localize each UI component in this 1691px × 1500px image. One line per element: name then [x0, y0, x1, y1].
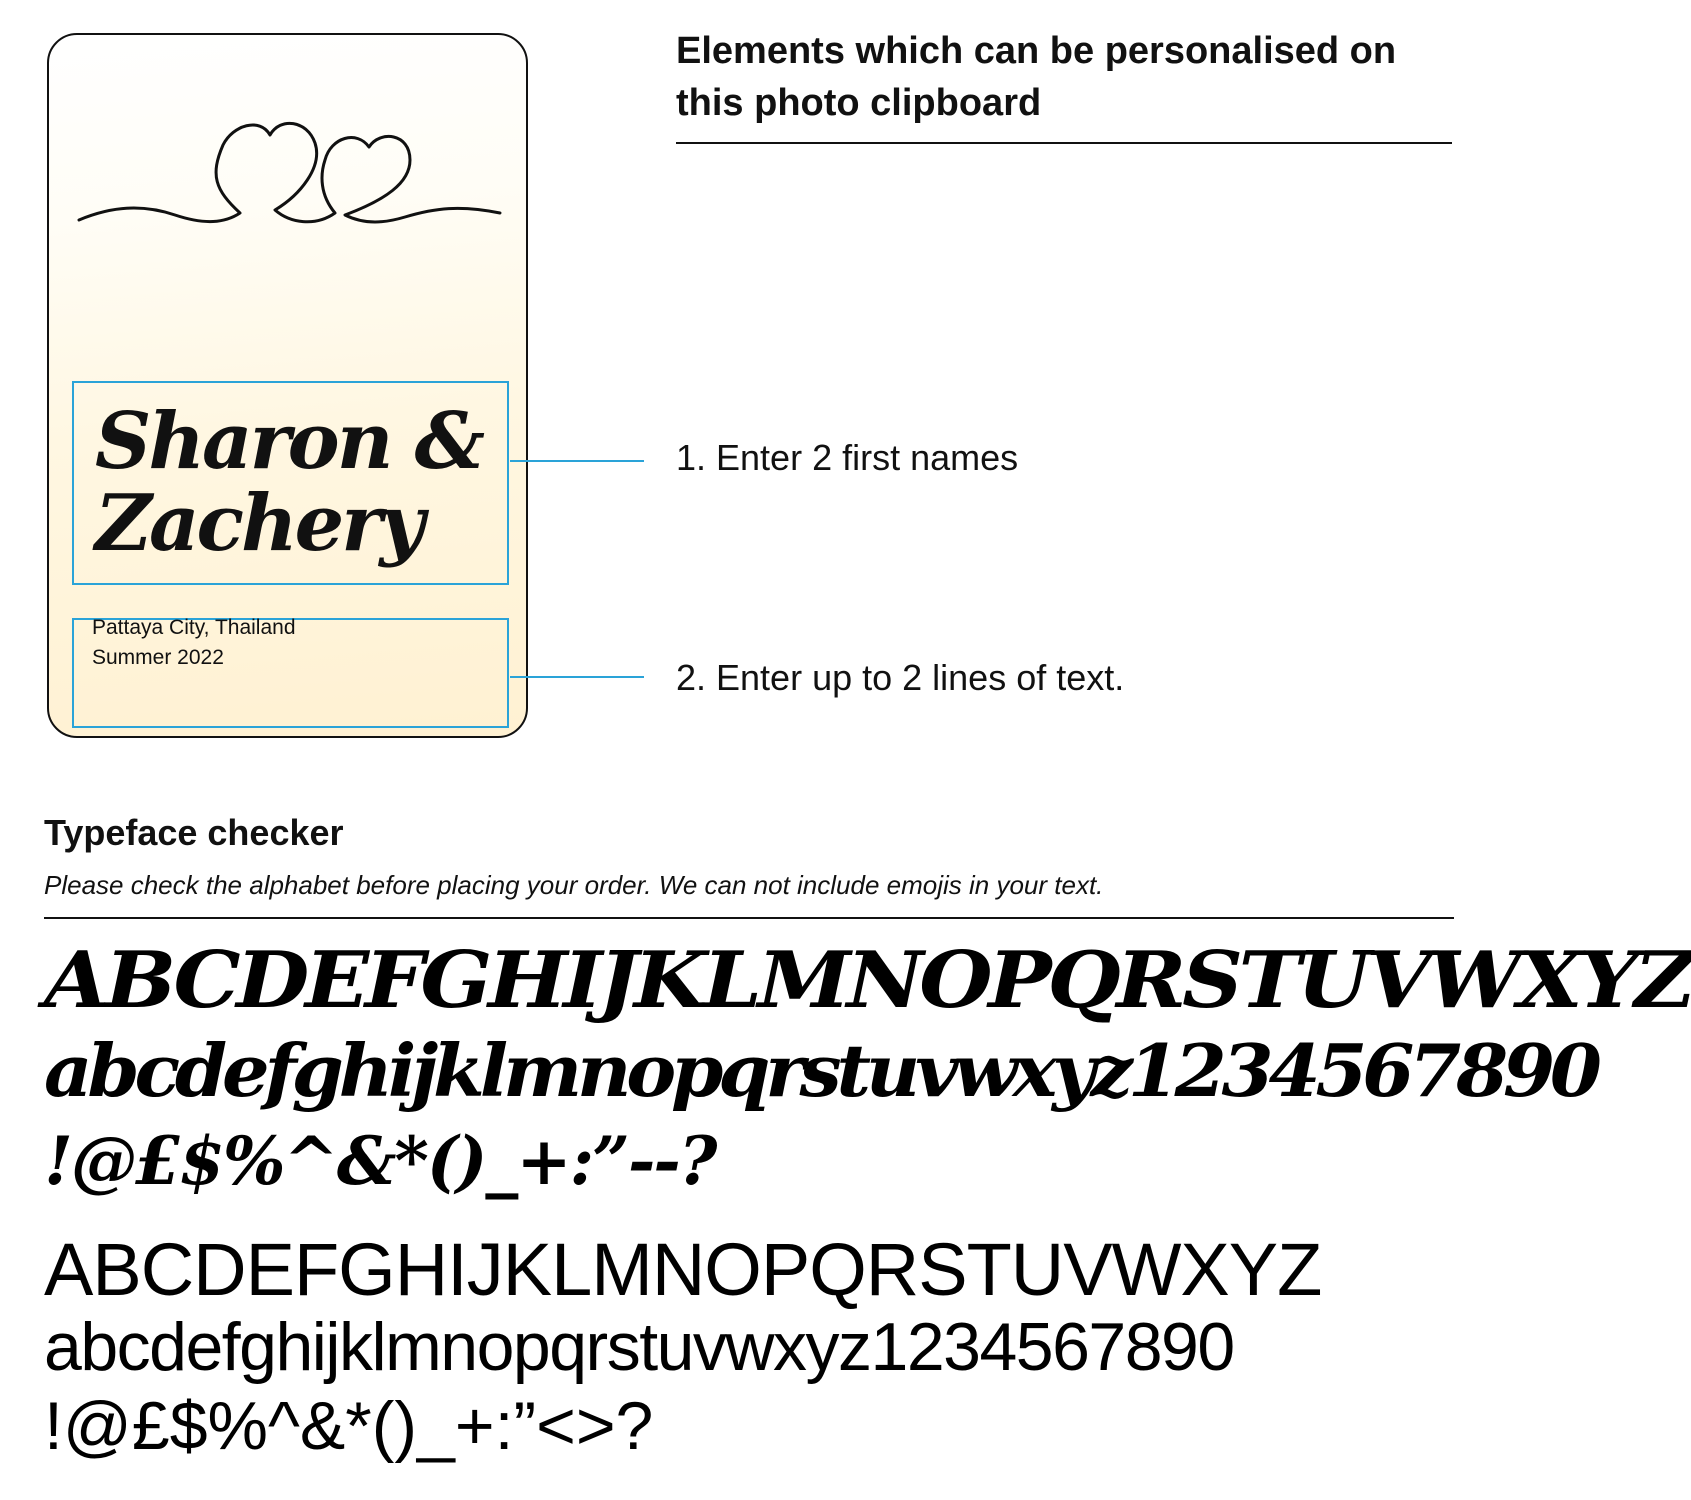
text-line-2: Summer 2022: [92, 646, 224, 669]
names-line-2: Zachery: [95, 478, 422, 569]
checker-divider: [44, 917, 1454, 919]
script-symbols-sample: !@£$%^&*()_+:”--?: [44, 1122, 716, 1200]
names-line-1: Sharon &: [95, 396, 482, 487]
script-uppercase-sample: ABCDEFGHIJKLMNOPQRSTUVWXYZ: [44, 935, 1691, 1026]
script-lowercase-digits-sample: abcdefghijklmnopqrstuvwxyz1234567890: [44, 1028, 1597, 1113]
heading-divider: [676, 142, 1452, 144]
sans-symbols-sample: !@£$%^&*()_+:”<>?: [44, 1388, 654, 1464]
names-connector-line: [510, 460, 644, 462]
text-line-1: Pattaya City, Thailand: [92, 616, 296, 639]
typeface-checker-note: Please check the alphabet before placing your order. We can not include emojis in your text.: [44, 870, 1104, 900]
sans-lowercase-digits-sample: abcdefghijklmnopqrstuvwxyz1234567890: [44, 1309, 1234, 1385]
typeface-checker-title: Typeface checker: [44, 812, 344, 853]
text-connector-line: [510, 676, 644, 678]
sans-uppercase-sample: ABCDEFGHIJKLMNOPQRSTUVWXYZ: [44, 1228, 1322, 1311]
page-heading: Elements which can be personalised on this photo clipboard: [676, 30, 1397, 124]
double-heart-line-icon: [75, 105, 505, 235]
callout-names: 1. Enter 2 first names: [676, 437, 1019, 478]
callout-text-lines: 2. Enter up to 2 lines of text.: [676, 657, 1125, 698]
